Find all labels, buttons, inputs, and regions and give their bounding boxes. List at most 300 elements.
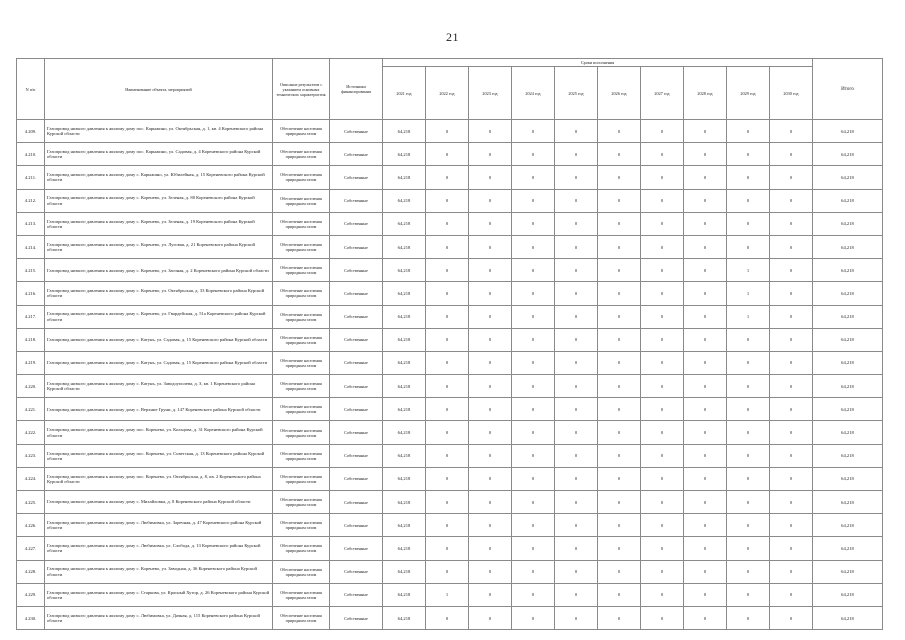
row-total: 64,218 [813,120,883,143]
year-value: 0 [598,398,641,421]
year-value: 0 [727,375,770,398]
result-description: Обеспечение населения природным газом [273,375,330,398]
row-total: 64,218 [813,583,883,606]
year-value: 0 [727,583,770,606]
year-value: 0 [770,421,813,444]
table-row [17,583,883,606]
header-year: 2021 год [383,67,426,120]
row-total: 64,218 [813,212,883,235]
page-number: 21 [446,30,459,44]
year-value: 0 [555,421,598,444]
year-value: 0 [770,212,813,235]
result-description: Обеспечение населения природным газом [273,305,330,328]
year-value: 0 [555,259,598,282]
year-value: 64,218 [383,537,426,560]
year-value: 0 [684,166,727,189]
year-value: 0 [512,537,555,560]
year-value: 0 [727,491,770,514]
object-name: Газопровод низкого давления к жилому дому с. Старкова, ул. Красный Хутор, д. 26 Кореневского района Курской области [45,583,273,606]
funding-source: Собственные [330,259,383,282]
table-row [17,398,883,421]
year-value: 0 [641,305,684,328]
year-value: 0 [469,305,512,328]
table-row [17,166,883,189]
year-value: 0 [512,166,555,189]
year-value: 0 [426,606,469,629]
year-value: 64,218 [383,212,426,235]
table-row [17,537,883,560]
year-value: 0 [641,120,684,143]
year-value: 0 [555,444,598,467]
year-value: 0 [641,467,684,490]
year-value: 0 [555,514,598,537]
year-value: 0 [469,375,512,398]
year-value: 0 [770,351,813,374]
table-row [17,212,883,235]
year-value: 64,218 [383,583,426,606]
year-value: 0 [555,166,598,189]
header-period: Сроки исполнения [383,59,813,67]
funding-source: Собственные [330,305,383,328]
year-value: 0 [555,143,598,166]
row-number: 4.216. [17,282,45,305]
result-description: Обеспечение населения природным газом [273,259,330,282]
table-row [17,560,883,583]
year-value: 0 [641,537,684,560]
year-value: 64,218 [383,120,426,143]
year-value: 0 [598,282,641,305]
year-value: 0 [684,235,727,258]
year-value: 0 [512,143,555,166]
year-value: 0 [641,212,684,235]
year-value: 0 [684,421,727,444]
year-value: 0 [469,143,512,166]
row-total: 64,218 [813,444,883,467]
result-description: Обеспечение населения природным газом [273,189,330,212]
year-value: 0 [512,560,555,583]
object-name: Газопровод низкого давления к жилому дому с. Коренево, ул. Зеленая, д. 19 Кореневского района Курской области [45,212,273,235]
investment-program-table [16,58,883,630]
year-value: 0 [469,398,512,421]
year-value: 0 [684,467,727,490]
table-row [17,606,883,629]
year-value: 0 [426,421,469,444]
year-value: 64,218 [383,143,426,166]
object-name: Газопровод низкого давления к жилому дому с. Коренево, ул. Гвардейская, д. 51а Кореневского района Курской области [45,305,273,328]
year-value: 0 [598,583,641,606]
row-number: 4.224. [17,467,45,490]
year-value: 0 [469,166,512,189]
row-number: 4.229. [17,583,45,606]
header-year: 2024 год [512,67,555,120]
year-value: 0 [641,328,684,351]
year-value: 0 [684,282,727,305]
funding-source: Собственные [330,421,383,444]
year-value: 0 [684,606,727,629]
year-value: 0 [770,189,813,212]
funding-source: Собственные [330,467,383,490]
year-value: 0 [426,328,469,351]
table-row [17,305,883,328]
year-value: 0 [426,189,469,212]
year-value: 0 [598,120,641,143]
result-description: Обеспечение населения природным газом [273,212,330,235]
year-value: 0 [555,212,598,235]
table-row [17,120,883,143]
year-value: 64,218 [383,398,426,421]
year-value: 1 [727,282,770,305]
year-value: 0 [598,491,641,514]
year-value: 0 [426,305,469,328]
year-value: 0 [684,537,727,560]
year-value: 0 [684,328,727,351]
year-value: 1 [727,259,770,282]
funding-source: Собственные [330,212,383,235]
year-value: 0 [512,351,555,374]
year-value: 0 [469,467,512,490]
year-value: 0 [469,560,512,583]
table-row [17,514,883,537]
result-description: Обеспечение населения природным газом [273,444,330,467]
object-name: Газопровод низкого давления к жилому дому с. Карыжино, ул. Юбилейная, д. 15 Кореневского района Курской области [45,166,273,189]
result-description: Обеспечение населения природным газом [273,514,330,537]
year-value: 0 [641,235,684,258]
year-value: 0 [512,491,555,514]
year-value: 0 [598,421,641,444]
year-value: 1 [426,583,469,606]
header-total: Итого [813,59,883,120]
year-value: 0 [555,282,598,305]
year-value: 0 [727,606,770,629]
row-total: 64,218 [813,282,883,305]
year-value: 0 [598,189,641,212]
object-name: Газопровод низкого давления к жилому дому с. Любимовка, ул. Слобода, д. 13 Кореневского района Курской области [45,537,273,560]
year-value: 64,218 [383,514,426,537]
year-value: 0 [512,375,555,398]
year-value: 0 [512,212,555,235]
year-value: 0 [684,143,727,166]
year-value: 0 [770,235,813,258]
year-value: 0 [598,606,641,629]
year-value: 0 [512,606,555,629]
result-description: Обеспечение населения природным газом [273,583,330,606]
funding-source: Собственные [330,351,383,374]
year-value: 0 [469,514,512,537]
object-name: Газопровод низкого давления к жилому дому с. Катунь, ул. Заводоуполева, д. 3, кв. 1 Кореневского района Курской области [45,375,273,398]
row-total: 64,218 [813,467,883,490]
funding-source: Собственные [330,166,383,189]
result-description: Обеспечение населения природным газом [273,166,330,189]
year-value: 0 [426,120,469,143]
year-value: 64,218 [383,606,426,629]
row-total: 64,218 [813,259,883,282]
row-number: 4.227. [17,537,45,560]
header-source: Источники финансирования [330,59,383,120]
year-value: 0 [555,583,598,606]
year-value: 0 [512,398,555,421]
year-value: 0 [426,282,469,305]
year-value: 64,218 [383,444,426,467]
year-value: 0 [598,166,641,189]
header-year: 2022 год [426,67,469,120]
year-value: 0 [598,259,641,282]
year-value: 0 [727,143,770,166]
object-name: Газопровод низкого давления к жилому дому пос. Коренево, ул. Кольцова, д. 31 Кореневского района Курской области [45,421,273,444]
year-value: 1 [727,305,770,328]
header-year: 2029 год [727,67,770,120]
year-value: 0 [684,491,727,514]
result-description: Обеспечение населения природным газом [273,606,330,629]
header-year: 2028 год [684,67,727,120]
year-value: 0 [684,259,727,282]
year-value: 0 [426,259,469,282]
year-value: 0 [684,189,727,212]
year-value: 0 [684,514,727,537]
year-value: 0 [512,467,555,490]
year-value: 64,218 [383,282,426,305]
year-value: 0 [727,398,770,421]
year-value: 0 [770,514,813,537]
table-row [17,375,883,398]
row-number: 4.223. [17,444,45,467]
funding-source: Собственные [330,491,383,514]
year-value: 0 [426,467,469,490]
row-total: 64,218 [813,305,883,328]
row-total: 64,218 [813,375,883,398]
object-name: Газопровод низкого давления к жилому дому с. Верхние Груни, д. 147 Кореневского района Курской области [45,398,273,421]
row-total: 64,218 [813,491,883,514]
year-value: 0 [770,120,813,143]
row-total: 64,218 [813,235,883,258]
header-year: 2023 год [469,67,512,120]
object-name: Газопровод низкого давления к жилому дому с. Коренево, ул. Луговая, д. 21 Кореневского района Курской области [45,235,273,258]
header-year: 2025 год [555,67,598,120]
row-total: 64,218 [813,514,883,537]
table-row [17,328,883,351]
year-value: 0 [512,421,555,444]
year-value: 0 [641,491,684,514]
year-value: 0 [684,444,727,467]
year-value: 0 [555,375,598,398]
funding-source: Собственные [330,398,383,421]
year-value: 0 [684,120,727,143]
object-name: Газопровод низкого давления к жилому дому с. Любимовка, ул. Заречная, д. 47 Кореневского района Курской области [45,514,273,537]
year-value: 0 [641,421,684,444]
year-value: 0 [555,537,598,560]
result-description: Обеспечение населения природным газом [273,467,330,490]
year-value: 0 [598,560,641,583]
year-value: 0 [512,189,555,212]
year-value: 0 [512,235,555,258]
year-value: 0 [598,235,641,258]
year-value: 0 [426,398,469,421]
year-value: 0 [770,375,813,398]
table-row [17,189,883,212]
table-row [17,351,883,374]
year-value: 0 [641,444,684,467]
year-value: 0 [555,305,598,328]
table-row [17,467,883,490]
row-number: 4.226. [17,514,45,537]
row-total: 64,218 [813,560,883,583]
object-name: Газопровод низкого давления к жилому дому пос. Карыжино, ул. Октябрьская, д. 1, кв. 4 Кореневского района Курской области [45,120,273,143]
year-value: 0 [727,537,770,560]
year-value: 64,218 [383,166,426,189]
object-name: Газопровод низкого давления к жилому дому с. Катунь, ул. Садовая, д. 15 Кореневского района Курской области [45,351,273,374]
year-value: 0 [684,583,727,606]
year-value: 0 [555,491,598,514]
year-value: 0 [770,259,813,282]
year-value: 0 [770,444,813,467]
year-value: 0 [469,259,512,282]
row-number: 4.228. [17,560,45,583]
header-year: 2027 год [641,67,684,120]
result-description: Обеспечение населения природным газом [273,351,330,374]
year-value: 0 [598,375,641,398]
row-total: 64,218 [813,398,883,421]
year-value: 0 [727,120,770,143]
funding-source: Собственные [330,120,383,143]
year-value: 0 [598,143,641,166]
year-value: 0 [426,537,469,560]
row-total: 64,218 [813,166,883,189]
funding-source: Собственные [330,282,383,305]
row-number: 4.230. [17,606,45,629]
year-value: 0 [426,444,469,467]
year-value: 0 [727,351,770,374]
result-description: Обеспечение населения природным газом [273,120,330,143]
year-value: 0 [555,235,598,258]
year-value: 0 [469,537,512,560]
row-number: 4.209. [17,120,45,143]
year-value: 0 [727,328,770,351]
year-value: 0 [641,351,684,374]
table-row [17,235,883,258]
row-number: 4.212. [17,189,45,212]
year-value: 0 [770,143,813,166]
year-value: 0 [426,375,469,398]
year-value: 0 [770,491,813,514]
year-value: 0 [426,143,469,166]
object-name: Газопровод низкого давления к жилому дому с. Коренево, ул. Заозная, д. 2 Кореневского района Курской области [45,259,273,282]
year-value: 0 [555,351,598,374]
year-value: 0 [684,375,727,398]
year-value: 0 [469,189,512,212]
funding-source: Собственные [330,328,383,351]
row-total: 64,218 [813,328,883,351]
year-value: 0 [598,537,641,560]
year-value: 0 [469,120,512,143]
year-value: 0 [770,166,813,189]
year-value: 0 [684,351,727,374]
funding-source: Собственные [330,537,383,560]
year-value: 0 [469,421,512,444]
row-number: 4.210. [17,143,45,166]
year-value: 0 [512,259,555,282]
row-total: 64,218 [813,143,883,166]
year-value: 0 [770,398,813,421]
year-value: 64,218 [383,189,426,212]
result-description: Обеспечение населения природным газом [273,143,330,166]
year-value: 0 [641,166,684,189]
year-value: 0 [598,328,641,351]
year-value: 0 [426,351,469,374]
row-total: 64,218 [813,351,883,374]
year-value: 64,218 [383,560,426,583]
year-value: 0 [641,606,684,629]
year-value: 0 [426,560,469,583]
year-value: 0 [598,467,641,490]
object-name: Газопровод низкого давления к жилому дому пос. Коренево, ул. Советская, д. 13 Кореневского района Курской области [45,444,273,467]
year-value: 0 [598,514,641,537]
year-value: 64,218 [383,328,426,351]
funding-source: Собственные [330,375,383,398]
funding-source: Собственные [330,606,383,629]
table-row [17,259,883,282]
row-total: 64,218 [813,189,883,212]
year-value: 0 [770,537,813,560]
funding-source: Собственные [330,189,383,212]
result-description: Обеспечение населения природным газом [273,328,330,351]
year-value: 0 [512,514,555,537]
year-value: 0 [727,514,770,537]
year-value: 0 [469,351,512,374]
year-value: 64,218 [383,421,426,444]
year-value: 0 [641,143,684,166]
funding-source: Собственные [330,560,383,583]
year-value: 0 [512,305,555,328]
year-value: 0 [512,444,555,467]
year-value: 0 [727,212,770,235]
year-value: 0 [727,560,770,583]
table-row [17,491,883,514]
row-total: 64,218 [813,537,883,560]
table-row [17,282,883,305]
year-value: 0 [727,189,770,212]
result-description: Обеспечение населения природным газом [273,537,330,560]
row-number: 4.221. [17,398,45,421]
result-description: Обеспечение населения природным газом [273,398,330,421]
year-value: 0 [512,583,555,606]
year-value: 64,218 [383,235,426,258]
header-year: 2026 год [598,67,641,120]
row-number: 4.225. [17,491,45,514]
year-value: 0 [684,212,727,235]
year-value: 0 [641,398,684,421]
header-num: N п/п [17,59,45,120]
result-description: Обеспечение населения природным газом [273,421,330,444]
year-value: 64,218 [383,491,426,514]
year-value: 0 [770,305,813,328]
year-value: 0 [770,282,813,305]
year-value: 0 [555,189,598,212]
result-description: Обеспечение населения природным газом [273,491,330,514]
header-year: 2030 год [770,67,813,120]
year-value: 0 [469,282,512,305]
year-value: 0 [641,189,684,212]
year-value: 0 [469,328,512,351]
year-value: 0 [555,606,598,629]
result-description: Обеспечение населения природным газом [273,235,330,258]
year-value: 0 [512,282,555,305]
year-value: 0 [426,212,469,235]
object-name: Газопровод низкого давления к жилому дому с. Коренево, ул. Зеленая, д. 80 Кореневского района Курской области [45,189,273,212]
funding-source: Собственные [330,143,383,166]
year-value: 0 [770,467,813,490]
row-total: 64,218 [813,421,883,444]
row-total: 64,218 [813,606,883,629]
object-name: Газопровод низкого давления к жилому дому пос. Коренево, ул. Октябрьская, д. 8, кв. 2 Кореневского района Курской области [45,467,273,490]
